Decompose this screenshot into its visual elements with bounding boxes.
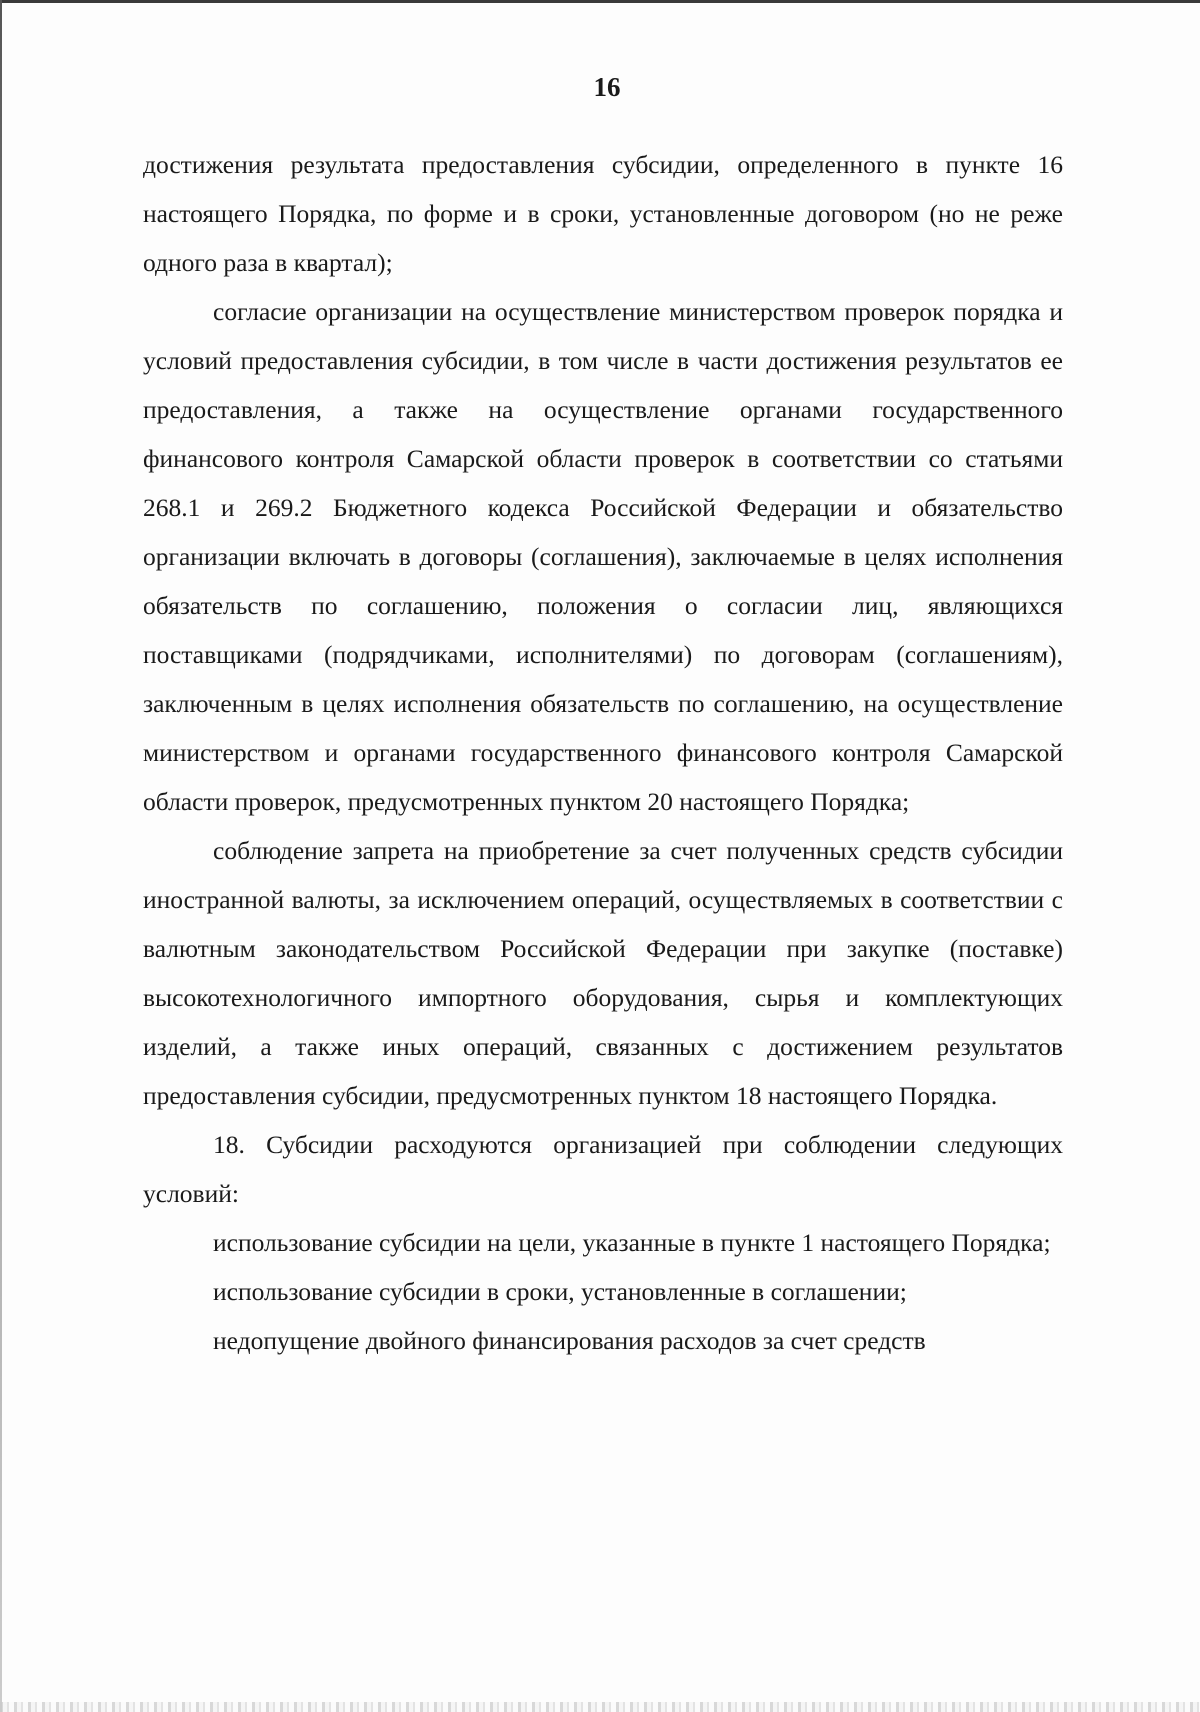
paragraph-consent-inspections: согласие организации на осуществление министерством проверок порядка и условий предоставления субсидии, в том числе в части достижения результатов ее предоставления, а также на осуществление органами государственного финансового контроля Самарской области проверок в соответствии со статьями 268.1 и 269.2 Бюджетного кодекса Российской Федерации и обязательство организации включать в договоры (соглашения), заключаемые в целях исполнения обязательств по соглашению, положения о согласии лиц, являющихся поставщиками (подрядчиками, исполнителями) по договорам (соглашениям), заключенным в целях исполнения обязательств по соглашению, на осуществление министерством и органами государственного финансового контроля Самарской области проверок, предусмотренных пунктом 20 настоящего Порядка;: [143, 297, 1063, 816]
paragraph-currency-prohibition: соблюдение запрета на приобретение за счет полученных средств субсидии иностранной валюты, за исключением операций, осуществляемых в соответствии с валютным законодательством Российской Федерации при закупке (поставке) высокотехнологичного импортного оборудования, сырья и комплектующих изделий, а также иных операций, связанных с достижением результатов предоставления субсидии, предусмотренных пунктом 18 настоящего Порядка.: [143, 836, 1063, 1110]
page-number: 16: [593, 72, 621, 102]
paragraph-section-18: 18. Субсидии расходуются организацией при соблюдении следующих условий:: [143, 1130, 1063, 1208]
scan-border-bottom: [0, 1702, 1200, 1712]
paragraph-continuation: достижения результата предоставления субсидии, определенного в пункте 16 настоящего Порядка, по форме и в сроки, установленные договором (но не реже одного раза в квартал);: [143, 150, 1063, 277]
paragraph-double-financing: недопущение двойного финансирования расходов за счет средств: [213, 1326, 926, 1355]
scan-border-top: [0, 0, 1200, 3]
paragraph-use-terms: использование субсидии в сроки, установленные в соглашении;: [213, 1277, 907, 1306]
paragraph-use-purpose: использование субсидии на цели, указанные в пункте 1 настоящего Порядка;: [213, 1228, 1051, 1257]
document-body: [143, 140, 1063, 1365]
scan-border-left: [0, 0, 2, 1712]
